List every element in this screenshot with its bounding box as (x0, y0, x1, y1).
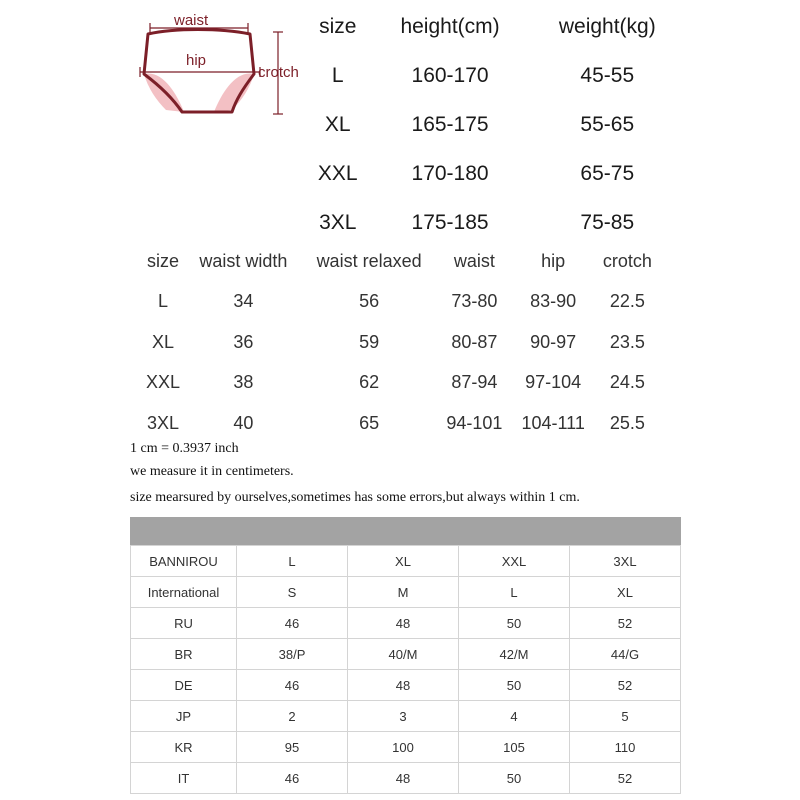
table-cell: 46 (237, 608, 348, 639)
table-cell: 97-104 (525, 372, 582, 393)
table-cell: 105 (459, 732, 570, 763)
table-row (305, 149, 685, 198)
table-cell: 5 (570, 701, 681, 732)
table-cell: 94-101 (446, 412, 503, 433)
table-row (305, 100, 685, 149)
table-row (305, 51, 685, 100)
table-row (131, 763, 681, 794)
table-cell: S (237, 577, 348, 608)
table-cell: 104-111 (521, 412, 585, 433)
header-cell: waist width (199, 250, 288, 271)
table-cell: KR (131, 732, 237, 763)
table-row (131, 670, 681, 701)
table-cell: 52 (570, 670, 681, 701)
table-cell: XXL (317, 161, 358, 185)
table-cell: 25.5 (609, 412, 645, 433)
garment-measurement-table (140, 241, 660, 444)
table-cell: L (459, 577, 570, 608)
table-cell: 38/P (237, 639, 348, 670)
table-row (131, 608, 681, 639)
table-row (140, 322, 660, 363)
table-row (131, 577, 681, 608)
table-cell: 3XL (319, 210, 357, 234)
table-header-row (305, 2, 685, 51)
table-row (140, 282, 660, 323)
table-cell: 62 (359, 372, 380, 393)
table-cell: 100 (348, 732, 459, 763)
waist-label: waist (174, 12, 209, 29)
table-cell: 175-185 (411, 210, 489, 234)
table-cell: 23.5 (609, 331, 645, 352)
table-row (305, 198, 685, 247)
body-size-table (305, 2, 685, 247)
table-row (140, 363, 660, 404)
table-cell: 42/M (459, 639, 570, 670)
table-row (131, 639, 681, 670)
table-cell: 170-180 (411, 161, 489, 185)
table-cell: 160-170 (411, 63, 489, 87)
table-cell: XL (324, 112, 351, 136)
table-cell: 34 (233, 291, 254, 312)
header-cell: waist relaxed (316, 250, 422, 271)
table-cell: 65-75 (580, 161, 635, 185)
table-cell: 50 (459, 670, 570, 701)
table-cell: 95 (237, 732, 348, 763)
crotch-label: crotch (258, 64, 299, 81)
table-cell: 40/M (348, 639, 459, 670)
table-cell: 59 (359, 331, 380, 352)
header-cell: size (319, 14, 357, 38)
table-cell: JP (131, 701, 237, 732)
table-cell: 55-65 (580, 112, 635, 136)
table-cell: 165-175 (411, 112, 489, 136)
table-cell: International (131, 577, 237, 608)
international-size-table (130, 545, 681, 794)
table-cell: 52 (570, 608, 681, 639)
table-cell: 46 (237, 670, 348, 701)
table-cell: 65 (359, 412, 380, 433)
table-cell: RU (131, 608, 237, 639)
header-cell: crotch (602, 250, 652, 271)
table-cell: L (237, 546, 348, 577)
table-row (131, 701, 681, 732)
table-cell: XXL (145, 372, 180, 393)
table-cell: 87-94 (451, 372, 498, 393)
table-cell: 48 (348, 608, 459, 639)
table-cell: 80-87 (451, 331, 498, 352)
table-cell: 40 (233, 412, 254, 433)
hip-label: hip (186, 52, 207, 69)
table-cell: XL (151, 331, 174, 352)
table-cell: 4 (459, 701, 570, 732)
measurement-unit-note: we measure it in centimeters. (130, 464, 294, 479)
table-cell: 50 (459, 608, 570, 639)
table-cell: 83-90 (530, 291, 577, 312)
error-tolerance-note: size mearsured by ourselves,sometimes has some errors,but always within 1 cm. (130, 490, 580, 505)
header-cell: weight(kg) (558, 14, 656, 38)
unit-conversion-note: 1 cm = 0.3937 inch (130, 441, 239, 456)
table-cell: 3XL (146, 412, 179, 433)
table-row (131, 732, 681, 763)
table-cell: 38 (233, 372, 254, 393)
table-row (131, 546, 681, 577)
table-cell: 90-97 (530, 331, 577, 352)
table-cell: BR (131, 639, 237, 670)
table-cell: 73-80 (451, 291, 498, 312)
table-cell: L (331, 63, 344, 87)
table-cell: 3 (348, 701, 459, 732)
table-cell: 22.5 (609, 291, 645, 312)
table-cell: BANNIROU (131, 546, 237, 577)
table-cell: 75-85 (580, 210, 635, 234)
table-cell: 48 (348, 670, 459, 701)
table-cell: XL (570, 577, 681, 608)
table-cell: 50 (459, 763, 570, 794)
table-cell: 3XL (570, 546, 681, 577)
measurement-diagram (130, 4, 310, 124)
table-cell: XL (348, 546, 459, 577)
table-row (140, 403, 660, 444)
table-header-row (140, 241, 660, 282)
table-cell: 2 (237, 701, 348, 732)
header-cell: size (146, 250, 179, 271)
table-cell: 52 (570, 763, 681, 794)
table-cell: L (157, 291, 168, 312)
table-cell: 56 (359, 291, 380, 312)
table-cell: 45-55 (580, 63, 635, 87)
table-header-bar (130, 517, 681, 545)
table-cell: 48 (348, 763, 459, 794)
header-cell: height(cm) (400, 14, 500, 38)
table-cell: 36 (233, 331, 254, 352)
table-cell: 44/G (570, 639, 681, 670)
table-cell: 24.5 (609, 372, 645, 393)
table-cell: 110 (570, 732, 681, 763)
table-cell: M (348, 577, 459, 608)
table-cell: DE (131, 670, 237, 701)
header-cell: waist (453, 250, 495, 271)
table-cell: 46 (237, 763, 348, 794)
header-cell: hip (541, 250, 566, 271)
table-cell: XXL (459, 546, 570, 577)
table-cell: IT (131, 763, 237, 794)
